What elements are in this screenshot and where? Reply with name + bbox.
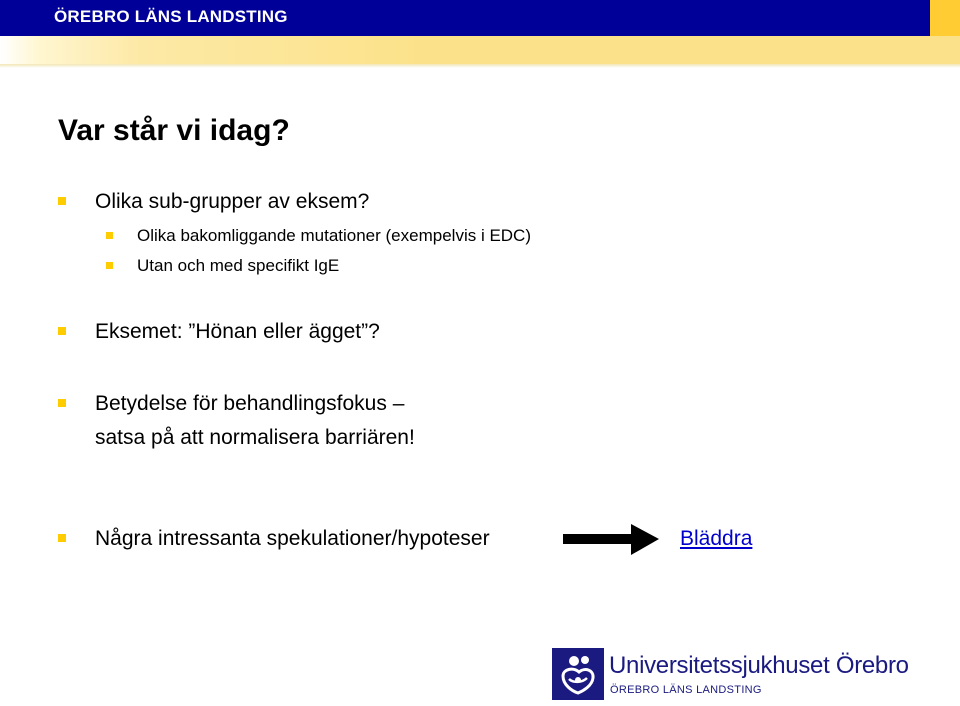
bullet-text: Olika sub-grupper av eksem? <box>95 190 370 213</box>
bullet-marker-icon <box>58 197 66 205</box>
bullet-text: Några intressanta spekulationer/hypoteser <box>95 527 490 550</box>
header-stripe <box>0 36 960 64</box>
bullet-marker-icon <box>58 327 66 335</box>
header-stripe-shadow <box>0 64 960 68</box>
right-arrow-icon <box>563 522 659 558</box>
bullet-text: Eksemet: ”Hönan eller ägget”? <box>95 320 380 343</box>
logo-subtitle: ÖREBRO LÄNS LANDSTING <box>610 684 762 696</box>
logo-name: Universitetssjukhuset Örebro <box>609 652 909 679</box>
sub-bullet-marker-icon <box>106 232 113 239</box>
bullet-marker-icon <box>58 534 66 542</box>
slide-title: Var står vi idag? <box>58 114 290 147</box>
header-org-name: ÖREBRO LÄNS LANDSTING <box>54 7 288 26</box>
header-accent <box>930 0 960 36</box>
browse-link[interactable]: Bläddra <box>680 527 753 550</box>
bullet-text-continuation: satsa på att normalisera barriären! <box>95 426 415 449</box>
hospital-logo-icon <box>552 648 604 700</box>
sub-bullet-text: Olika bakomliggande mutationer (exempelvis i EDC) <box>137 226 531 245</box>
sub-bullet-text: Utan och med specifikt IgE <box>137 256 340 275</box>
header-bar <box>0 0 960 36</box>
bullet-marker-icon <box>58 399 66 407</box>
sub-bullet-marker-icon <box>106 262 113 269</box>
bullet-text: Betydelse för behandlingsfokus – <box>95 392 405 415</box>
